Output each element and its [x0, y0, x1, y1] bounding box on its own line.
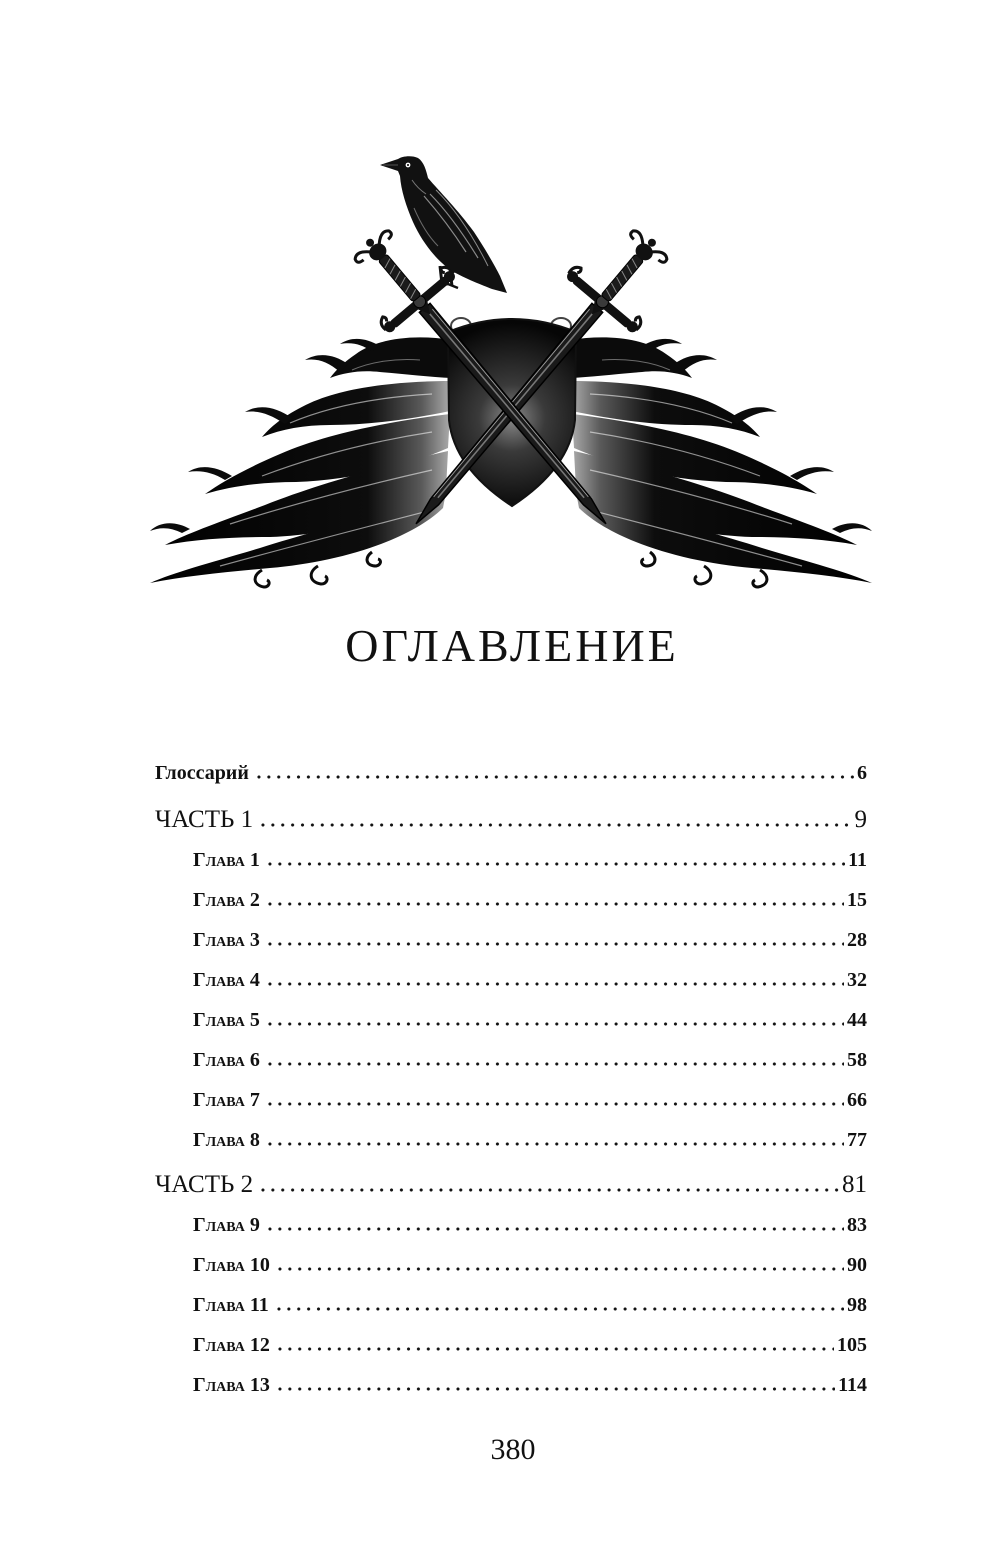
toc-entry-label: Глава 3 — [193, 929, 260, 951]
toc-entry-label: Глава 6 — [193, 1049, 260, 1071]
toc-leader-dots — [275, 1347, 834, 1351]
toc-chapter-10 — [155, 1245, 867, 1285]
toc-leader-dots — [265, 1142, 844, 1146]
flame-wing-right-icon — [570, 337, 872, 587]
toc-leader-dots — [275, 1387, 835, 1391]
toc-page-number: 44 — [847, 1009, 867, 1031]
toc-part-1 — [155, 800, 867, 840]
toc-leader-dots — [265, 942, 844, 946]
toc-chapter-11 — [155, 1285, 867, 1325]
toc-entry-label: Глава 11 — [193, 1294, 269, 1316]
flame-wing-left-icon — [150, 337, 452, 587]
toc-entry-label: ЧАСТЬ 1 — [155, 806, 254, 833]
toc-entry-label: Глава 9 — [193, 1214, 260, 1236]
toc-chapter-7 — [155, 1080, 867, 1120]
toc-page-number: 77 — [847, 1129, 867, 1151]
toc-chapter-9 — [155, 1205, 867, 1245]
toc-chapter-13 — [155, 1365, 867, 1405]
toc-page-number: 11 — [848, 849, 867, 871]
toc-leader-dots — [265, 1227, 844, 1231]
toc-leader-dots — [265, 1022, 844, 1026]
toc-chapter-4 — [155, 960, 867, 1000]
toc-leader-dots — [274, 1307, 844, 1311]
toc-leader-dots — [258, 1188, 839, 1192]
toc-page-number: 83 — [847, 1214, 867, 1236]
toc-part-2 — [155, 1165, 867, 1205]
toc-leader-dots — [265, 862, 845, 866]
toc-page-number: 98 — [847, 1294, 867, 1316]
toc-entry-label: Глава 13 — [193, 1374, 270, 1396]
toc-leader-dots — [265, 902, 844, 906]
toc-entry-label: Глоссарий — [155, 762, 249, 784]
toc-chapter-8 — [155, 1120, 867, 1160]
toc-entry-label: Глава 10 — [193, 1254, 270, 1276]
toc-page-number: 81 — [842, 1171, 867, 1198]
toc-chapter-1 — [155, 840, 867, 880]
toc-page-number: 114 — [838, 1374, 867, 1396]
toc-entry-label: Глава 2 — [193, 889, 260, 911]
toc-entry-label: Глава 8 — [193, 1129, 260, 1151]
raven-on-crossed-swords-emblem — [0, 0, 1000, 600]
toc-leader-dots — [265, 1062, 844, 1066]
toc-leader-dots — [258, 823, 851, 827]
toc-page-number: 9 — [854, 806, 867, 833]
toc-entry-label: Глава 5 — [193, 1009, 260, 1031]
toc-chapter-2 — [155, 880, 867, 920]
toc-page-number: 90 — [847, 1254, 867, 1276]
toc-chapter-12 — [155, 1325, 867, 1365]
toc-leader-dots — [275, 1267, 844, 1271]
toc-chapter-3 — [155, 920, 867, 960]
toc-page-number: 105 — [837, 1334, 867, 1356]
toc-entry-label: Глава 1 — [193, 849, 260, 871]
toc-chapter-6 — [155, 1040, 867, 1080]
toc-entry-label: Глава 12 — [193, 1334, 270, 1356]
page-number: 380 — [490, 1433, 536, 1466]
toc-chapter-5 — [155, 1000, 867, 1040]
toc-page-number: 6 — [857, 762, 867, 784]
page-title: ОГЛАВЛЕНИЕ — [345, 620, 679, 671]
toc-page-number: 32 — [847, 969, 867, 991]
toc-leader-dots — [254, 775, 854, 779]
toc-page-number: 66 — [847, 1089, 867, 1111]
toc-page-number: 15 — [847, 889, 867, 911]
toc-leader-dots — [265, 1102, 844, 1106]
toc-page-number: 58 — [847, 1049, 867, 1071]
toc-entry-label: Глава 4 — [193, 969, 260, 991]
toc-leader-dots — [265, 982, 844, 986]
toc-page-number: 28 — [847, 929, 867, 951]
toc-entry-label: Глава 7 — [193, 1089, 260, 1111]
toc-entry-glossary — [155, 753, 867, 793]
table-of-contents — [155, 753, 867, 1405]
toc-entry-label: ЧАСТЬ 2 — [155, 1171, 254, 1198]
